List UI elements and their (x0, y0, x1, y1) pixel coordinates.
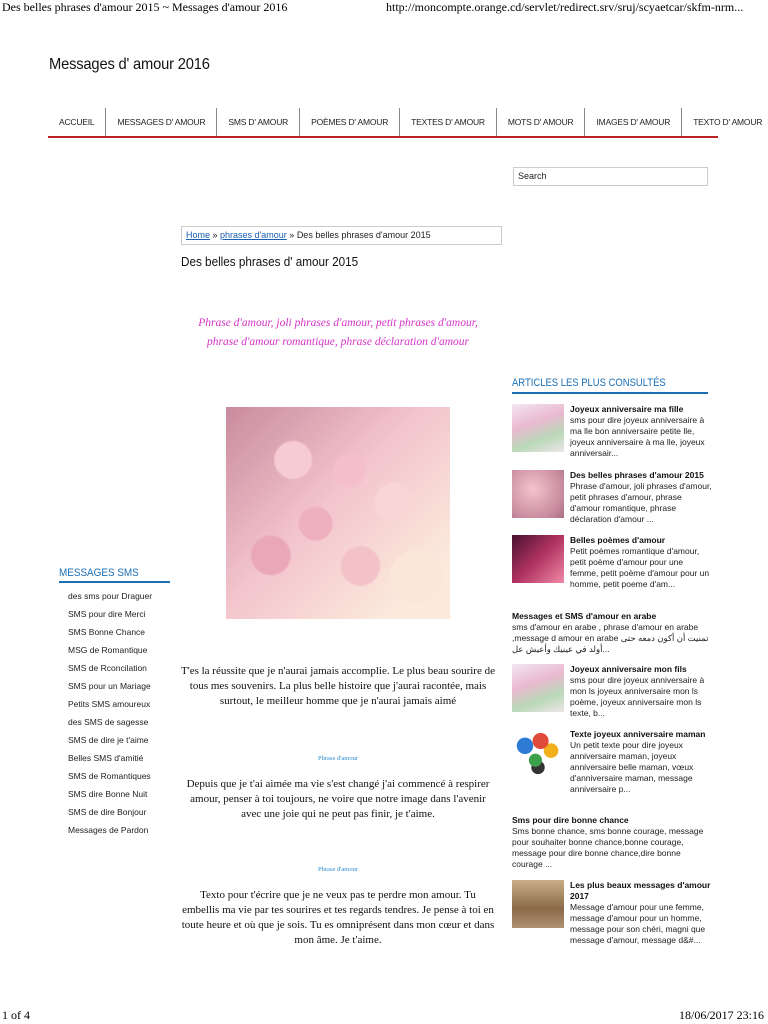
sms-link[interactable]: SMS de Romantiques (68, 771, 151, 781)
nav-item-sms[interactable]: SMS D' AMOUR (217, 108, 300, 136)
article-title[interactable]: Les plus beaux messages d'amour 2017 (570, 880, 711, 901)
breadcrumb-separator-2: » (286, 230, 297, 240)
sms-link[interactable]: SMS de dire Bonjour (68, 807, 147, 817)
breadcrumb-category-link[interactable]: phrases d'amour (220, 230, 287, 240)
article-item[interactable] (512, 880, 712, 946)
article-snippet: sms pour dire joyeux anniversaire à ma lle bon anniversaire petite lle, joyeux anniversaire à ma lle, joyeux anniversair... (570, 415, 705, 458)
breadcrumb-separator: » (210, 230, 221, 240)
nav-item-mots[interactable]: MOTS D' AMOUR (497, 108, 586, 136)
sms-link[interactable]: Belles SMS d'amitié (68, 753, 144, 763)
article-title[interactable]: Texte joyeux anniversaire maman (570, 729, 706, 739)
main-nav (48, 108, 763, 138)
article-item[interactable] (512, 535, 712, 590)
breadcrumb-home-link[interactable]: Home (186, 230, 211, 240)
messages-sms-heading: MESSAGES SMS (59, 567, 170, 583)
article-title[interactable]: Belles poèmes d'amour (570, 535, 666, 545)
phrase-label-2[interactable]: Phrase d'amour (318, 866, 358, 873)
print-datetime: 18/06/2017 23:16 (678, 1008, 764, 1022)
article-item[interactable] (512, 470, 712, 525)
article-snippet: Phrase d'amour, joli phrases d'amour, petit phrases d'amour, phrase d'amour romantique, phrase déclaration d'amour ... (570, 481, 712, 524)
article-thumbnail[interactable] (512, 404, 564, 452)
article-snippet: Sms bonne chance, sms bonne courage, message pour souhaiter bonne chance,bonne courage, message pour dire bonne chance,dire bonne courage ... (512, 826, 704, 869)
article-snippet: Un petit texte pour dire joyeux anniversaire maman, joyeux anniversaire belle maman, vœux d'anniversaire maman, message anniversaire p... (570, 740, 694, 794)
breadcrumb-current: Des belles phrases d'amour 2015 (296, 230, 431, 240)
balloons-thumbnail[interactable] (512, 729, 564, 777)
article-snippet: Message d'amour pour une femme, message d'amour pour un homme, message pour son chéri, magni que message d'amour, message d&#... (570, 902, 706, 945)
sms-link[interactable]: Messages de Pardon (68, 825, 149, 835)
nav-item-textes[interactable]: TEXTES D' AMOUR (400, 108, 497, 136)
breadcrumb (181, 226, 502, 245)
nav-item-accueil[interactable]: ACCUEIL (48, 108, 106, 136)
sms-link[interactable]: SMS Bonne Chance (68, 627, 146, 637)
sms-link[interactable]: SMS dire Bonne Nuit (68, 789, 148, 799)
article-thumbnail[interactable] (512, 880, 564, 928)
print-page-number: 1 of 4 (2, 1008, 30, 1022)
article-title[interactable]: Joyeux anniversaire mon fils (570, 664, 687, 674)
article-item[interactable] (512, 815, 712, 870)
search-input[interactable]: Search (513, 167, 708, 186)
messages-sms-list (68, 590, 152, 842)
article-item[interactable] (512, 404, 712, 459)
sms-link[interactable]: des sms pour Draguer (68, 591, 153, 601)
nav-item-texto[interactable]: TEXTO D' AMOUR (693, 117, 763, 127)
nav-item-poemes[interactable]: POÈMES D' AMOUR (300, 108, 400, 136)
sms-link[interactable]: MSG de Romantique (68, 645, 148, 655)
article-item[interactable] (512, 664, 712, 719)
popular-articles-heading: ARTICLES LES PLUS CONSULTÉS (512, 377, 708, 394)
quote-1: T'es la réussite que je n'aurai jamais accomplie. Le plus beau sourire de tous mes souvenirs. La plus belle histoire que j'aurai racontée, mais surtout, le meilleur homme que je n'aurai jamais aimé (181, 665, 495, 707)
sms-link[interactable]: des SMS de sagesse (68, 717, 149, 727)
print-footer (0, 1006, 768, 1024)
site-title[interactable]: Messages d' amour 2016 (49, 56, 210, 73)
sms-link[interactable]: SMS de dire je t'aime (68, 735, 149, 745)
article-thumbnail[interactable] (512, 664, 564, 712)
print-header (0, 0, 768, 16)
article-title[interactable]: Joyeux anniversaire ma fille (570, 404, 684, 414)
article-item[interactable] (512, 611, 712, 655)
article-thumbnail[interactable] (512, 535, 564, 583)
article-snippet: sms d'amour en arabe , phrase d'amour en arabe ,message d amour en arabe تمنيت أن أكون دمعه حتى أولد في عينيك وأعيش عل... (512, 622, 709, 654)
quote-3: Texto pour t'écrire que je ne veux pas te perdre mon amour. Tu embellis ma vie par tes sourires et tes regards tendres. Je pense à toi en toute heure et où que je sois. Tu es omniprésent dans mon cœur et dans mon âme. Je t'aime. (181, 889, 495, 946)
post-intro: Phrase d'amour, joli phrases d'amour, petit phrases d'amour, phrase d'amour romantique, phrase déclaration d'amour (198, 317, 478, 348)
nav-item-messages[interactable]: MESSAGES D' AMOUR (106, 108, 217, 136)
nav-item-images[interactable]: IMAGES D' AMOUR (585, 108, 682, 136)
article-title[interactable]: Sms pour dire bonne chance (512, 815, 629, 825)
print-doc-title: Des belles phrases d'amour 2015 ~ Messages d'amour 2016 (2, 0, 288, 14)
article-title[interactable]: Messages et SMS d'amour en arabe (512, 611, 657, 621)
article-thumbnail[interactable] (512, 470, 564, 518)
article-snippet: Petit poèmes romantique d'amour, petit poème d'amour pour une femme, petit poème d'amour pour un homme, petit poeme d'am... (570, 546, 710, 589)
post-title: Des belles phrases d' amour 2015 (181, 254, 359, 269)
article-item[interactable] (512, 729, 712, 795)
quote-2: Depuis que je t'ai aimée ma vie s'est changé j'ai commencé à respirer amour, penser à toi toujours, ne voire que notre image dans l'avenir avec une joie qui ne peut pas finir, je t'aime. (186, 778, 490, 820)
sms-link[interactable]: Petits SMS amoureux (68, 699, 151, 709)
print-url: http://moncompte.orange.cd/servlet/redirect.srv/sruj/scyaetcar/skfm-nrm... (386, 0, 744, 14)
article-title[interactable]: Des belles phrases d'amour 2015 (570, 470, 704, 480)
sms-link[interactable]: SMS pour dire Merci (68, 609, 146, 619)
sms-link[interactable]: SMS de Rconcilation (68, 663, 147, 673)
article-snippet: sms pour dire joyeux anniversaire à mon ls joyeux anniversaire mon ls poème, joyeux anniversaire mon ls texte, b... (570, 675, 705, 718)
phrase-label-1[interactable]: Phrase d'amour (318, 755, 358, 762)
sms-link[interactable]: SMS pour un Mariage (68, 681, 151, 691)
roses-image (226, 407, 450, 619)
